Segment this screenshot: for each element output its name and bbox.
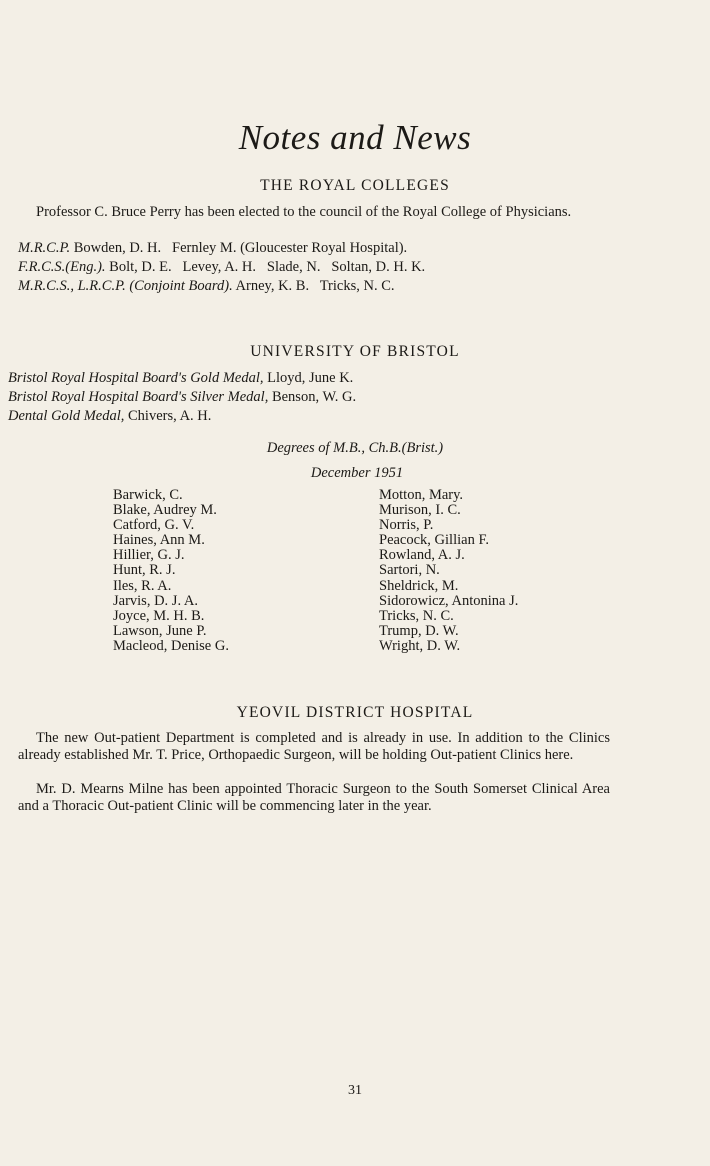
mrcs-label: M.R.C.S., L.R.C.P. (Conjoint Board). bbox=[18, 278, 233, 294]
royal-colleges-heading: THE ROYAL COLLEGES bbox=[260, 177, 450, 194]
graduate-name: Tricks, N. C. bbox=[379, 607, 454, 624]
degrees-date: December 1951 bbox=[310, 465, 404, 481]
university-bristol-heading: UNIVERSITY OF BRISTOL bbox=[250, 343, 460, 360]
frcs-names: Bolt, D. E. Levey, A. H. Slade, N. Soltan, D. H. K. bbox=[109, 259, 426, 275]
frcs-label: F.R.C.S.(Eng.). bbox=[18, 259, 106, 275]
yeovil-heading: YEOVIL DISTRICT HOSPITAL bbox=[236, 704, 474, 721]
graduate-name: Trump, D. W. bbox=[379, 622, 459, 639]
graduate-name: Joyce, M. H. B. bbox=[113, 607, 205, 624]
mrcp-label: M.R.C.P. bbox=[18, 240, 71, 256]
frcs-line bbox=[18, 258, 425, 276]
yeovil-paragraph-1: The new Out-patient Department is completed and is already in use. In addition to the Clinics already established Mr. T. Price, Orthopaedic Surgeon, will be holding Out-patient Clinics here. bbox=[18, 730, 610, 763]
graduate-name: Barwick, C. bbox=[113, 487, 183, 503]
graduate-name: Jarvis, D. J. A. bbox=[113, 592, 198, 609]
graduate-name: Hillier, G. J. bbox=[113, 547, 185, 564]
royal-colleges-paragraph: Professor C. Bruce Perry has been elected to the council of the Royal College of Physicians. bbox=[36, 204, 572, 220]
graduates-right-column bbox=[379, 488, 518, 654]
page-number: 31 bbox=[348, 1083, 362, 1098]
graduate-name: Murison, I. C. bbox=[379, 502, 461, 519]
graduate-name: Peacock, Gillian F. bbox=[379, 532, 489, 549]
graduate-name: Haines, Ann M. bbox=[113, 532, 205, 549]
graduate-name: Iles, R. A. bbox=[113, 577, 172, 594]
graduate-name: Lawson, June P. bbox=[113, 622, 207, 639]
degrees-heading: Degrees of M.B., Ch.B.(Brist.) bbox=[266, 440, 444, 456]
graduate-name: Norris, P. bbox=[379, 517, 434, 534]
silver-medal-name: Benson, W. G. bbox=[271, 389, 357, 405]
gold-medal-line bbox=[8, 369, 353, 387]
graduate-name: Wright, D. W. bbox=[379, 637, 461, 654]
graduate-name: Sidorowicz, Antonina J. bbox=[379, 592, 519, 609]
graduates-left-column bbox=[113, 488, 229, 654]
gold-medal-name: Lloyd, June K. bbox=[267, 370, 354, 386]
silver-medal-line bbox=[8, 388, 356, 406]
page-title: Notes and News bbox=[238, 118, 472, 157]
graduate-name: Catford, G. V. bbox=[113, 517, 195, 534]
mrcs-names: Arney, K. B. Tricks, N. C. bbox=[235, 278, 395, 294]
mrcs-line bbox=[18, 277, 395, 295]
graduate-name: Hunt, R. J. bbox=[113, 562, 176, 579]
dental-medal-label: Dental Gold Medal, bbox=[8, 408, 125, 424]
graduate-name: Rowland, A. J. bbox=[379, 547, 465, 564]
gold-medal-label: Bristol Royal Hospital Board's Gold Medal, bbox=[8, 370, 264, 386]
yeovil-paragraph-2: Mr. D. Mearns Milne has been appointed Thoracic Surgeon to the South Somerset Clinical Area and a Thoracic Out-patient Clinic will be commencing later in the year. bbox=[18, 781, 610, 814]
mrcp-line bbox=[18, 239, 407, 257]
dental-medal-line bbox=[8, 407, 211, 425]
graduate-name: Blake, Audrey M. bbox=[113, 502, 217, 519]
graduate-name: Sheldrick, M. bbox=[379, 577, 459, 594]
mrcp-names: Bowden, D. H. Fernley M. (Gloucester Royal Hospital). bbox=[73, 240, 408, 256]
graduate-name: Sartori, N. bbox=[379, 562, 440, 579]
silver-medal-label: Bristol Royal Hospital Board's Silver Medal, bbox=[8, 389, 269, 405]
dental-medal-name: Chivers, A. H. bbox=[128, 408, 212, 424]
graduate-name: Macleod, Denise G. bbox=[113, 637, 229, 654]
graduate-name: Motton, Mary. bbox=[379, 487, 464, 503]
